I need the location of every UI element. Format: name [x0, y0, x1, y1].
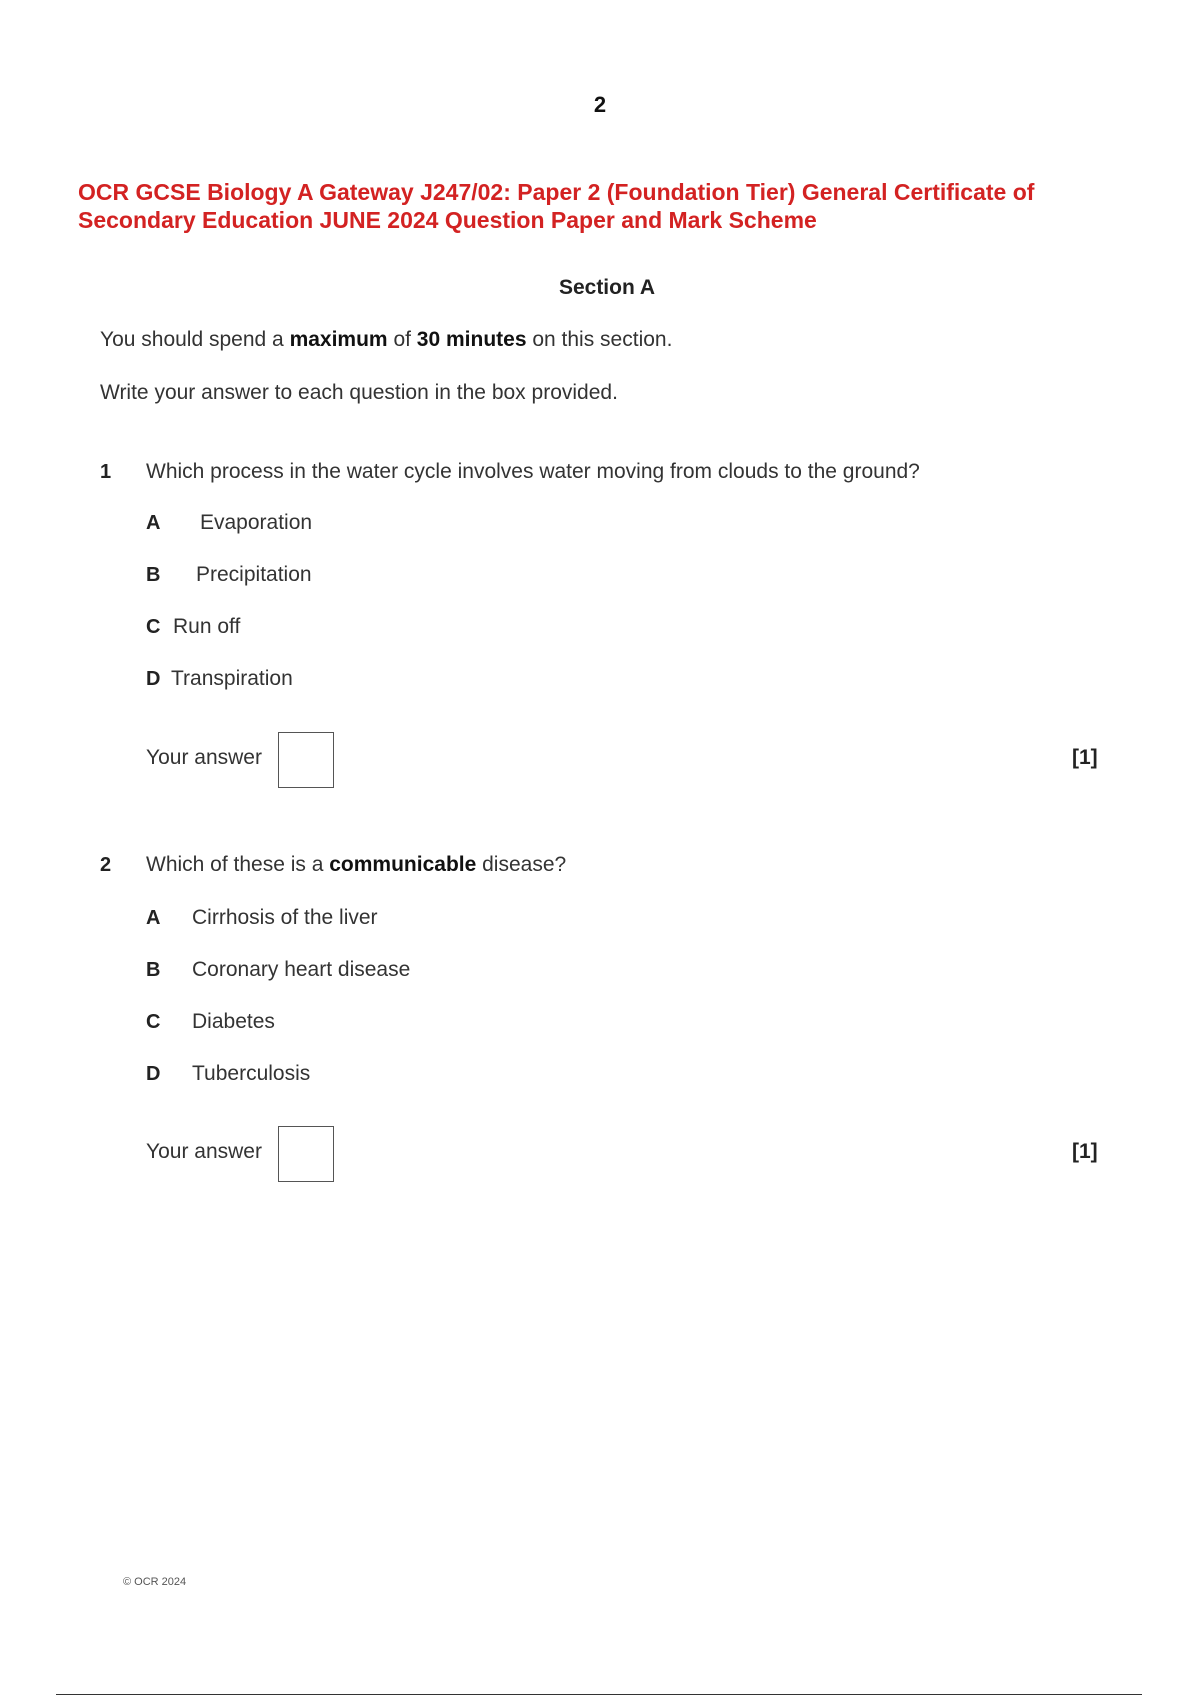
option-letter: A	[146, 907, 161, 929]
option-letter: C	[146, 1011, 161, 1033]
option-text: Tuberculosis	[192, 1062, 311, 1085]
question-text: Which process in the water cycle involves water moving from clouds to the ground?	[146, 460, 920, 483]
question-number: 2	[100, 854, 112, 876]
marks: [1]	[1072, 1140, 1098, 1163]
document-title: OCR GCSE Biology A Gateway J247/02: Paper 2 (Foundation Tier) General Certificate of Secondary Education JUNE 2024 Question Paper and Mark Scheme	[78, 179, 1035, 233]
option-letter: C	[146, 616, 161, 638]
page-number: 2	[593, 92, 607, 117]
option-text: Evaporation	[200, 511, 313, 534]
answer-label: Your answer	[146, 746, 262, 769]
page-divider	[56, 1694, 1142, 1695]
section-heading: Section A	[558, 276, 656, 299]
option-letter: A	[146, 512, 161, 534]
write-instruction: Write your answer to each question in the box provided.	[100, 381, 618, 404]
option-text: Coronary heart disease	[192, 958, 411, 981]
question-text: Which of these is a communicable disease?	[146, 853, 567, 876]
time-instruction: You should spend a maximum of 30 minutes on this section.	[100, 328, 673, 351]
option-letter: D	[146, 668, 161, 690]
option-text: Transpiration	[171, 667, 293, 690]
option-text: Precipitation	[196, 563, 312, 586]
marks: [1]	[1072, 746, 1098, 769]
question-number: 1	[100, 461, 112, 483]
option-text: Run off	[173, 615, 241, 638]
copyright-notice: © OCR 2024	[123, 1576, 187, 1588]
answer-label: Your answer	[146, 1140, 262, 1163]
option-letter: B	[146, 564, 161, 586]
answer-box[interactable]	[278, 1126, 334, 1182]
option-letter: D	[146, 1063, 161, 1085]
option-letter: B	[146, 959, 161, 981]
option-text: Diabetes	[192, 1010, 275, 1033]
option-text: Cirrhosis of the liver	[192, 906, 378, 929]
answer-box[interactable]	[278, 732, 334, 788]
